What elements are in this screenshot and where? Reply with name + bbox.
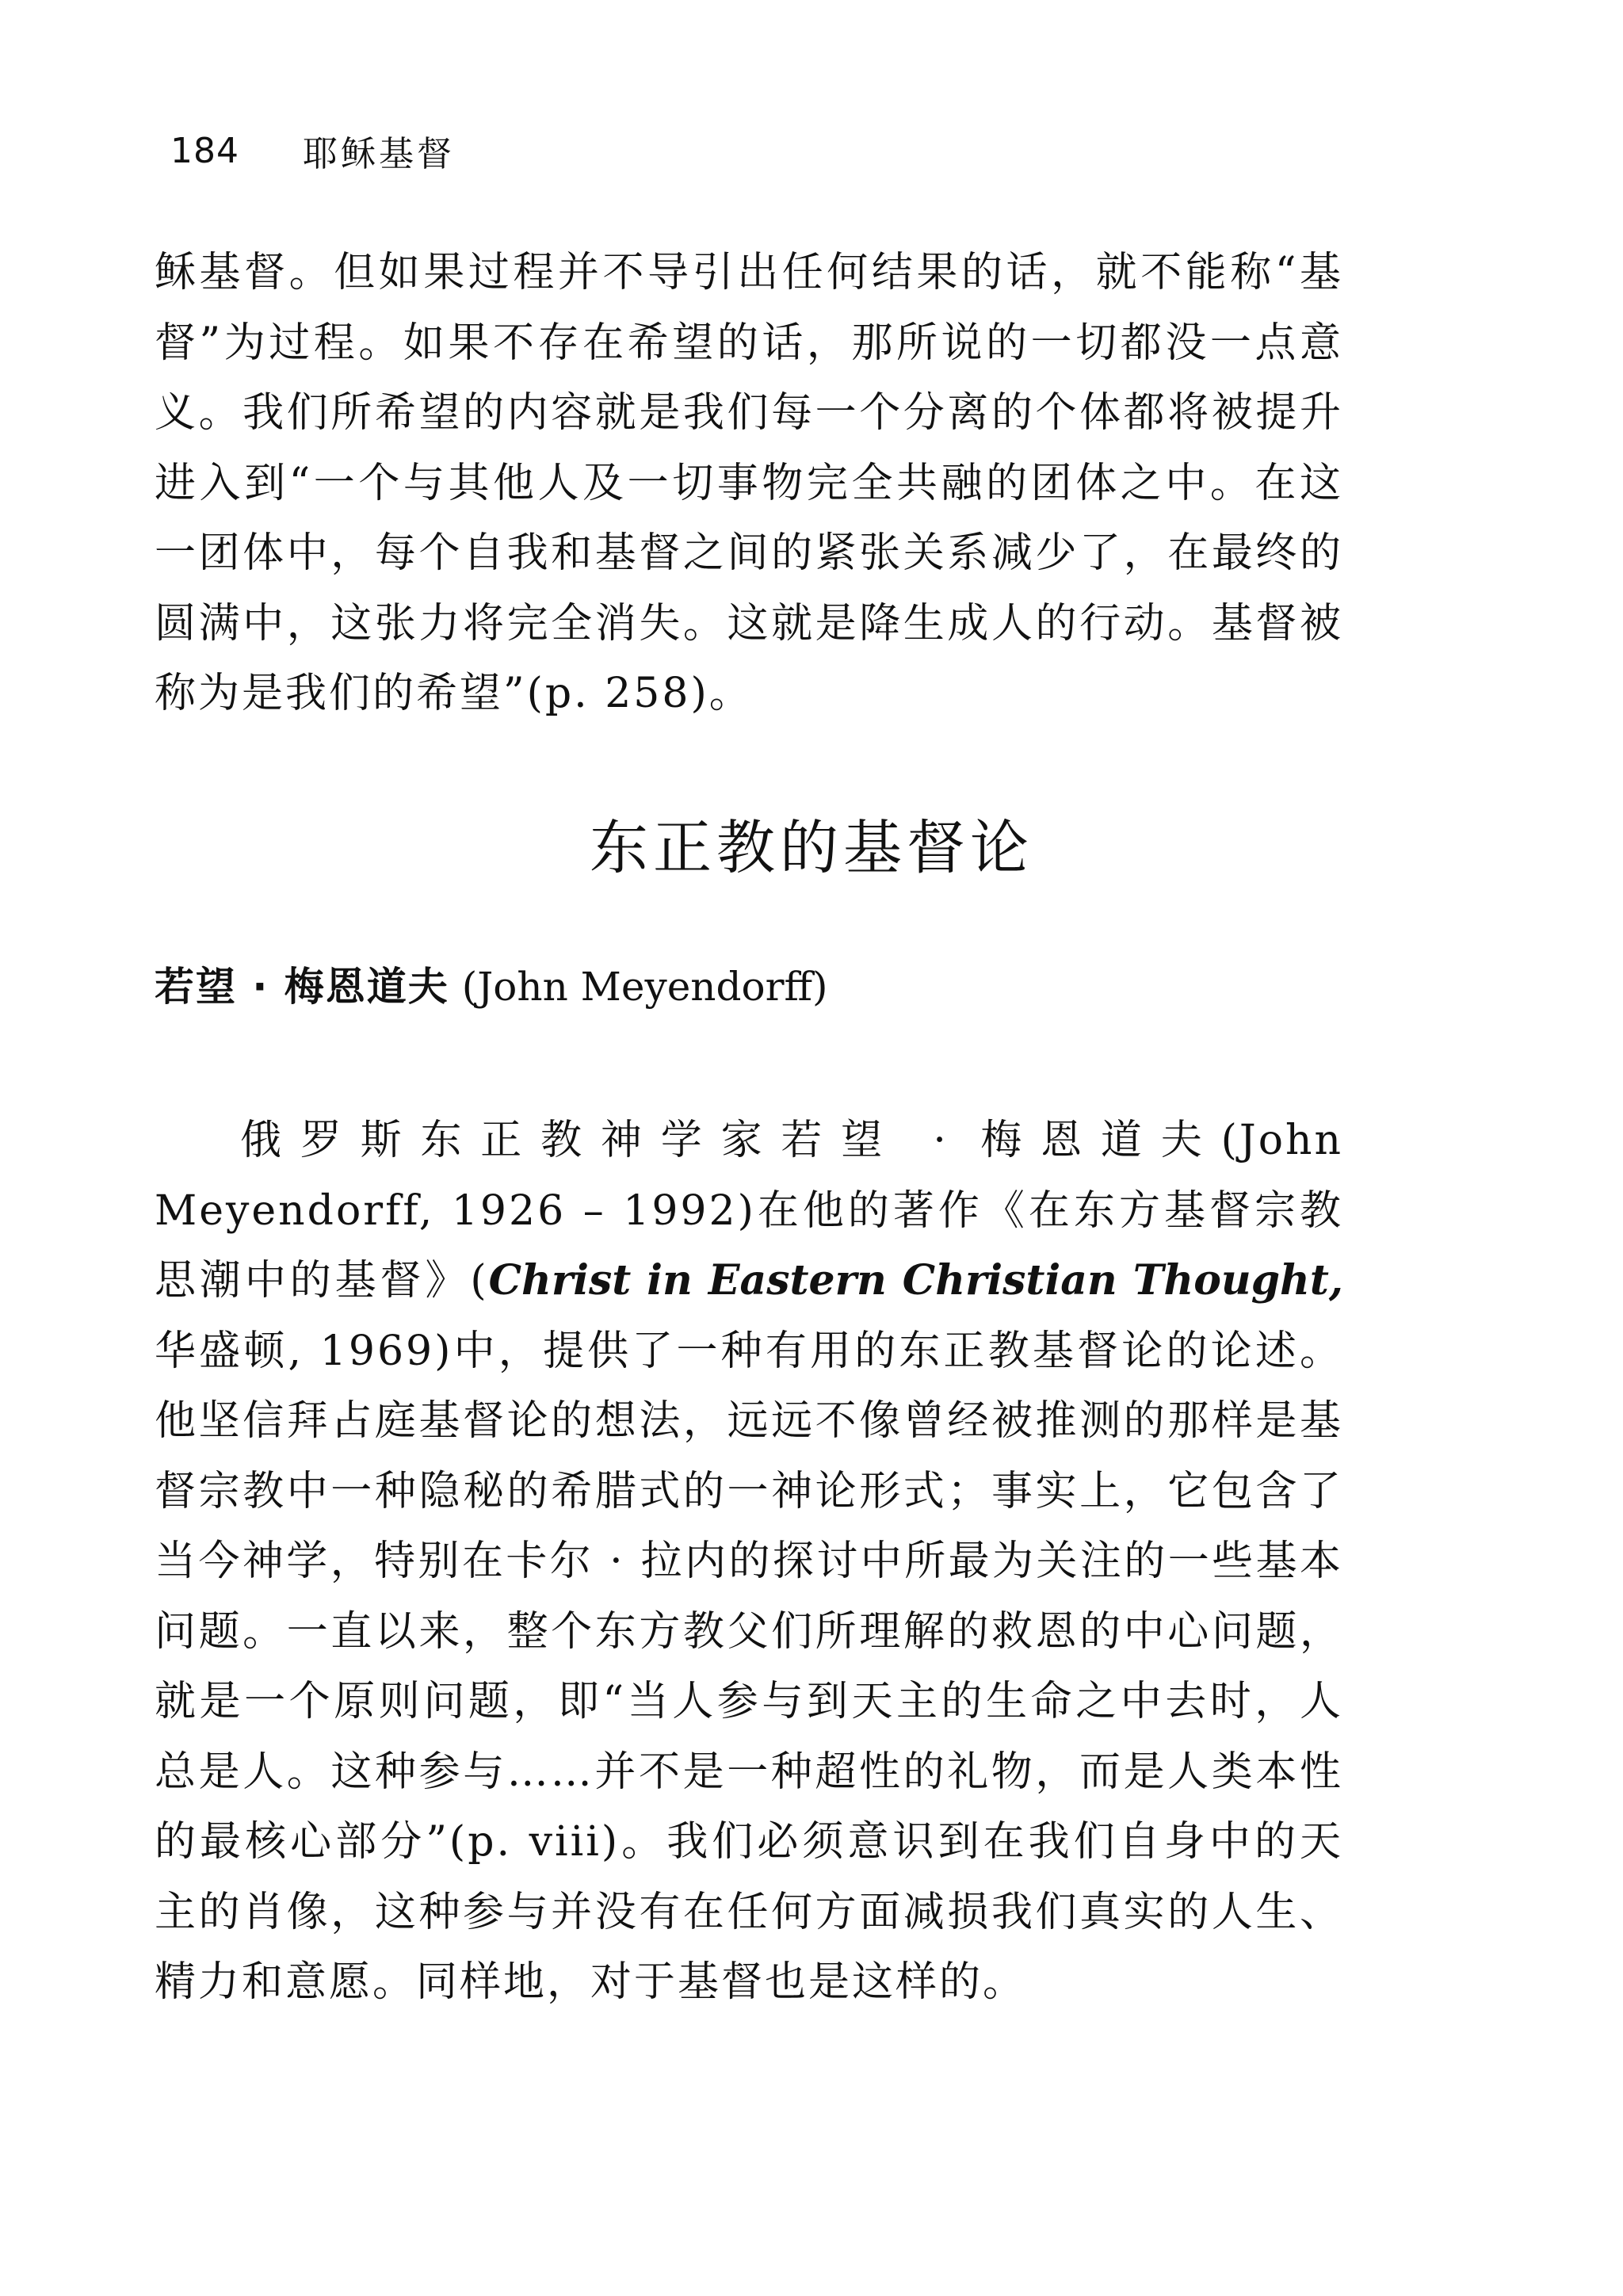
author-name-chinese: 若望 · 梅恩道夫	[155, 964, 449, 1010]
page-number: 184	[170, 130, 239, 171]
author-name-english: (John Meyendorff)	[461, 964, 828, 1010]
author-line	[155, 955, 828, 1018]
body-paragraph: 稣基督。但如果过程并不导引出任何结果的话，就不能称“基督”为过程。如果不存在希望的话，那所说的一切都没一点意义。我们所希望的内容就是我们每一个分离的个体都将被提升进入到“一个与其他人及一切事物完全共融的团体之中。在这一团体中，每个自我和基督之间的紧张关系减少了，在最终的圆满中，这张力将完全消失。这就是降生成人的行动。基督被称为是我们的希望”(p. 258)。	[155, 249, 1343, 717]
running-head-title: 耶稣基督	[302, 134, 455, 174]
running-head	[170, 127, 455, 174]
body-paragraph	[155, 1106, 1343, 2018]
paragraph-text: 华盛顿, 1969)中，提供了一种有用的东正教基督论的论述。他坚信拜占庭基督论的想法，远远不像曾经被推测的那样是基督宗教中一种隐秘的希腊式的一神论形式；事实上，它包含了当今神学，特别在卡尔 · 拉内的探讨中所最为关注的一些基本问题。一直以来，整个东方教父们所理解的救恩的中心问题，就是一个原则问题，即“当人参与到天主的生命之中去时，人总是人。这种参与……并不是一种超性的礼物，而是人类本性的最核心部分”(p. viii)。我们必须意识到在我们自身中的天主的肖像，这种参与并没有在任何方面减损我们真实的人生、精力和意愿。同样地，对于基督也是这样的。	[155, 1327, 1343, 2006]
paragraph-text: 俄罗斯东正教神学家若望 · 梅恩道夫(John Meyendorff, 1926 – 1992)在他的著作《在东方基督宗教思潮中的基督》(	[155, 1117, 1343, 1305]
book-title-italic: Christ in Eastern Christian Thought,	[488, 1256, 1343, 1305]
section-heading: 东正教的基督论	[590, 814, 1033, 882]
